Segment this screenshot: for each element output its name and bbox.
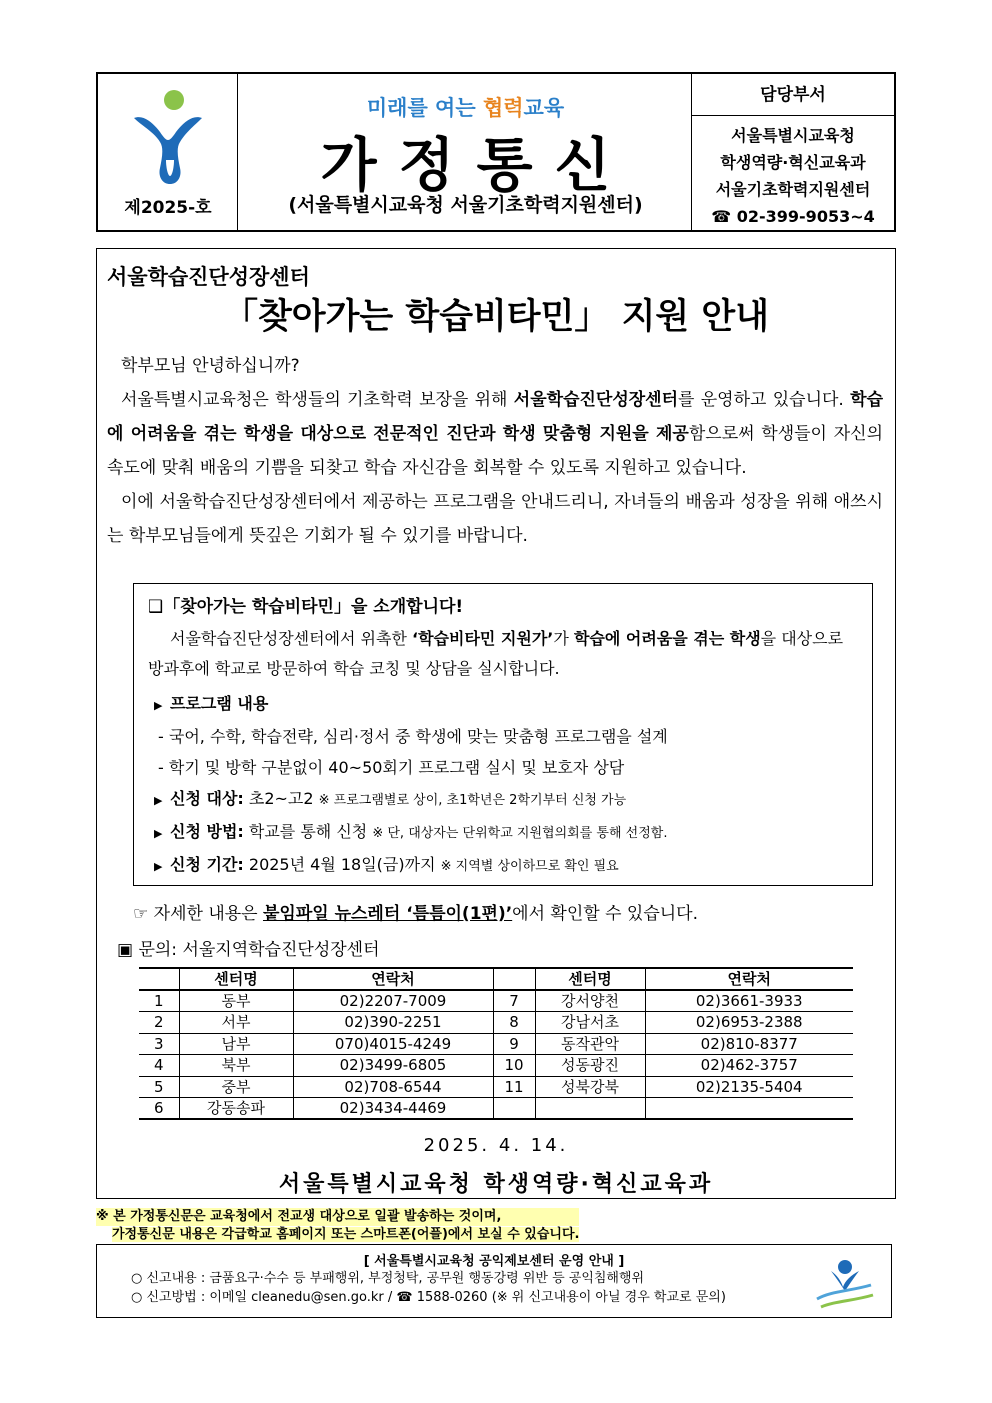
triangle-bullet-icon: ▶ xyxy=(154,860,163,873)
table-header-row: 센터명 연락처 센터명 연락처 xyxy=(139,968,853,990)
table-cell: 북부 xyxy=(179,1055,293,1077)
table-cell: 강남서초 xyxy=(535,1012,645,1034)
table-cell: 02)3434-4469 xyxy=(293,1098,493,1120)
table-cell: 6 xyxy=(139,1098,179,1120)
table-cell: 4 xyxy=(139,1055,179,1077)
table-cell: 02)810-8377 xyxy=(645,1033,853,1055)
center-name: 서울학습진단성장센터 xyxy=(107,265,310,289)
header-table xyxy=(96,72,896,232)
list-item: ▶ 프로그램 내용 xyxy=(148,688,858,721)
table-cell: 서부 xyxy=(179,1012,293,1034)
table-cell: 02)3499-6805 xyxy=(293,1055,493,1077)
title-cell xyxy=(238,74,693,230)
table-cell: 11 xyxy=(493,1076,535,1098)
whistleblower-box xyxy=(96,1244,892,1318)
table-cell: 10 xyxy=(493,1055,535,1077)
triangle-bullet-icon: ▶ xyxy=(154,827,163,840)
table-cell: 2 xyxy=(139,1012,179,1034)
table-cell: 남부 xyxy=(179,1033,293,1055)
contact-table xyxy=(139,967,853,1120)
table-cell: 성북강북 xyxy=(535,1076,645,1098)
department-cell xyxy=(691,74,894,230)
table-row xyxy=(139,1012,853,1034)
table-cell: 02)2207-7009 xyxy=(293,990,493,1012)
main-content-box xyxy=(96,248,896,1199)
table-cell: 02)462-3757 xyxy=(645,1055,853,1077)
department-label: 담당부서 xyxy=(692,74,894,116)
table-cell: 5 xyxy=(139,1076,179,1098)
table-cell: 동작관악 xyxy=(535,1033,645,1055)
table-cell: 3 xyxy=(139,1033,179,1055)
table-cell: 중부 xyxy=(179,1076,293,1098)
distribution-note xyxy=(96,1208,579,1244)
program-info-box xyxy=(133,583,873,886)
table-cell: 동부 xyxy=(179,990,293,1012)
slogan: 미래를 여는 협력교육 xyxy=(366,96,565,120)
table-cell: 070)4015-4249 xyxy=(293,1033,493,1055)
attachment-note: ☞ 자세한 내용은 붙임파일 뉴스레터 ‘틈틈이(1편)’에서 확인할 수 있습니다. xyxy=(133,904,699,924)
table-row xyxy=(139,1055,853,1077)
department-line: 서울특별시교육청 xyxy=(731,126,855,145)
department-line: 학생역량·혁신교육과 xyxy=(720,153,866,172)
table-cell: 강동송파 xyxy=(179,1098,293,1120)
list-item: ▶ 신청 방법: 학교를 통해 신청 ※ 단, 대상자는 단위학교 지원협의회를 통해 선정함. xyxy=(148,816,858,849)
newsletter-title: 가정통신 xyxy=(320,131,633,199)
table-row xyxy=(139,990,853,1012)
issuer: 서울특별시교육청 학생역량·혁신교육과 xyxy=(278,1172,714,1197)
program-details xyxy=(148,688,858,882)
table-cell: 7 xyxy=(493,990,535,1012)
table-row xyxy=(139,1033,853,1055)
table-cell xyxy=(535,1098,645,1120)
list-item: ▶ 신청 대상: 초2~고2 ※ 프로그램별로 상이, 초1학년은 2학기부터 신청 가능 xyxy=(148,783,858,816)
table-row xyxy=(139,1076,853,1098)
table-cell xyxy=(493,1098,535,1120)
program-heading: ❑「찾아가는 학습비타민」을 소개합니다! xyxy=(148,597,464,617)
table-cell: 강서양천 xyxy=(535,990,645,1012)
issue-date: 2025. 4. 14. xyxy=(423,1135,569,1156)
table-cell: 02)2135-5404 xyxy=(645,1076,853,1098)
report-content-line: ○ 신고내용 : 금품요구·수수 등 부패행위, 부정청탁, 공무원 행동강령 위반 등 공익침해행위 xyxy=(131,1271,645,1286)
table-row xyxy=(139,1098,853,1120)
triangle-bullet-icon: ▶ xyxy=(154,699,163,712)
note-line: ※ 본 가정통신문은 교육청에서 전교생 대상으로 일괄 발송하는 것이며, xyxy=(96,1208,579,1226)
triangle-bullet-icon: ▶ xyxy=(154,794,163,807)
table-cell xyxy=(645,1098,853,1120)
table-cell: 02)6953-2388 xyxy=(645,1012,853,1034)
table-cell: 8 xyxy=(493,1012,535,1034)
report-method-line: ○ 신고방법 : 이메일 cleanedu@sen.go.kr / ☎ 1588-0260 (※ 위 신고내용이 아닐 경우 학교로 문의) xyxy=(131,1290,726,1305)
table-cell: 9 xyxy=(493,1033,535,1055)
seoul-education-logo-icon xyxy=(130,88,206,188)
table-cell: 1 xyxy=(139,990,179,1012)
intro-text xyxy=(107,349,883,553)
intro-paragraph: 이에 서울학습진단성장센터에서 제공하는 프로그램을 안내드리니, 자녀들의 배움과 성장을 위해 애쓰시는 학부모님들에게 뜻깊은 기회가 될 수 있기를 바랍니다. xyxy=(107,492,883,546)
department-line: 서울기초학력지원센터 xyxy=(715,180,871,199)
whistleblower-title: [ 서울특별시교육청 공익제보센터 운영 안내 ] xyxy=(363,1254,625,1269)
clean-education-emblem-icon xyxy=(809,1255,883,1311)
inquiry-label: ▣ 문의: 서울지역학습진단성장센터 xyxy=(117,940,380,960)
table-cell: 02)390-2251 xyxy=(293,1012,493,1034)
department-phone: ☎ 02-399-9053~4 xyxy=(711,207,875,226)
table-cell: 02)3661-3933 xyxy=(645,990,853,1012)
program-description: 서울학습진단성장센터에서 위촉한 ‘학습비타민 지원가’가 학습에 어려움을 겪는 학생을 대상으로 방과후에 학교로 방문하여 학습 코칭 및 상담을 실시합니다. xyxy=(148,629,844,678)
note-line: 가정통신문 내용은 각급학교 홈페이지 또는 스마트폰(어플)에서 보실 수 있습니다. xyxy=(112,1227,580,1242)
main-title: 「찾아가는 학습비타민」 지원 안내 xyxy=(222,297,770,337)
table-cell: 성동광진 xyxy=(535,1055,645,1077)
greeting: 학부모님 안녕하십니까? xyxy=(121,356,300,376)
intro-paragraph: 서울특별시교육청은 학생들의 기초학력 보장을 위해 서울학습진단성장센터를 운영하고 있습니다. 학습에 어려움을 겪는 학생을 대상으로 전문적인 진단과 학생 맞춤형 지원을 제공함으로써 학생들이 자신의 속도에 맞춰 배움의 기쁨을 되찾고 학습 자신감을 회복할 수 있도록 지원하고 있습니다. xyxy=(107,390,884,478)
list-item: - 국어, 수학, 학습전략, 심리·정서 중 학생에 맞는 맞춤형 프로그램을 설계 xyxy=(158,727,668,746)
table-cell: 02)708-6544 xyxy=(293,1076,493,1098)
list-item: ▶ 신청 기간: 2025년 4월 18일(금)까지 ※ 지역별 상이하므로 확인 필요 xyxy=(148,849,858,882)
logo-cell xyxy=(98,74,238,230)
list-item: - 학기 및 방학 구분없이 40~50회기 프로그램 실시 및 보호자 상담 xyxy=(158,758,625,777)
issue-number: 제2025-호 xyxy=(124,198,212,218)
newsletter-subtitle: (서울특별시교육청 서울기초학력지원센터) xyxy=(288,194,643,216)
department-info xyxy=(692,116,894,230)
